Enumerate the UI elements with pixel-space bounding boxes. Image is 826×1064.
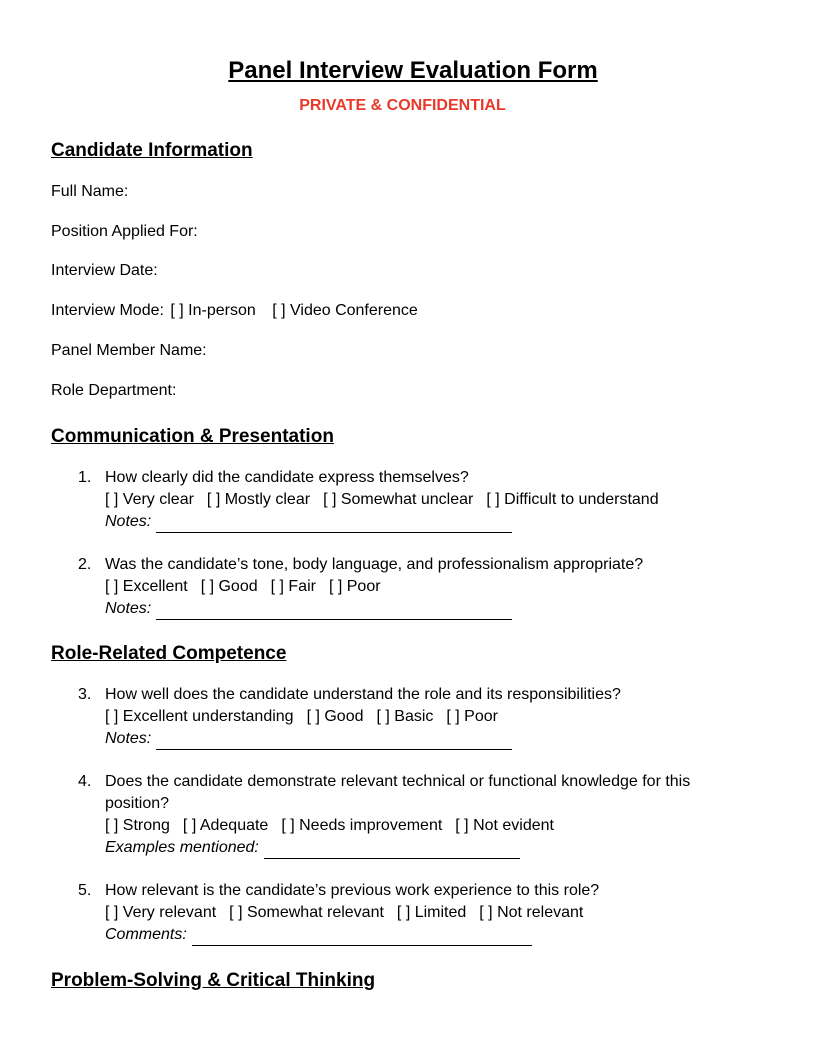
option-checkbox[interactable]: [ ] Poor [328, 578, 381, 595]
option-checkbox[interactable]: [ ] Not evident [455, 817, 554, 834]
role-department-label: Role Department: [51, 382, 177, 399]
question-options [105, 902, 728, 924]
notes-input[interactable] [156, 602, 512, 620]
question-text: How relevant is the candidate’s previous work experience to this role? [105, 882, 600, 899]
question-text: How clearly did the candidate express themselves? [105, 469, 469, 486]
panel-member-label: Panel Member Name: [51, 342, 207, 359]
question-item-5 [78, 880, 728, 946]
role-department-field [51, 381, 176, 401]
notes-line [105, 728, 728, 750]
section-heading-problem-solving: Problem-Solving & Critical Thinking [51, 970, 376, 991]
option-checkbox[interactable]: [ ] Somewhat relevant [229, 904, 384, 921]
option-checkbox[interactable]: [ ] Good [200, 578, 258, 595]
section-heading-communication: Communication & Presentation [51, 426, 334, 447]
option-checkbox[interactable]: [ ] Adequate [182, 817, 269, 834]
notes-line [105, 511, 728, 533]
section-heading-role-competence: Role-Related Competence [51, 643, 287, 664]
comments-line [105, 924, 728, 946]
question-item-1 [78, 467, 728, 533]
section-heading-candidate-information: Candidate Information [51, 140, 253, 161]
option-checkbox[interactable]: [ ] Limited [396, 904, 467, 921]
interview-mode-label: Interview Mode: [51, 302, 164, 319]
question-number: 2. [78, 556, 92, 573]
option-checkbox[interactable]: [ ] Somewhat unclear [323, 491, 474, 508]
option-checkbox[interactable]: [ ] Difficult to understand [486, 491, 659, 508]
comments-input[interactable] [192, 928, 532, 946]
examples-input[interactable] [264, 841, 520, 859]
option-checkbox[interactable]: [ ] Very relevant [105, 904, 217, 921]
question-options [105, 489, 728, 511]
option-checkbox[interactable]: [ ] Very clear [105, 491, 194, 508]
full-name-label: Full Name: [51, 183, 129, 200]
notes-label: Notes: [105, 730, 152, 747]
question-options [105, 706, 728, 728]
notes-line [105, 598, 728, 620]
position-applied-field [51, 222, 198, 242]
question-options [105, 815, 715, 837]
option-checkbox[interactable]: [ ] Strong [105, 817, 170, 834]
option-checkbox[interactable]: [ ] Poor [446, 708, 498, 725]
question-item-3 [78, 684, 728, 750]
question-number: 5. [78, 882, 92, 899]
question-number: 1. [78, 469, 92, 486]
examples-line [105, 837, 715, 859]
interview-date-label: Interview Date: [51, 262, 158, 279]
page-title: Panel Interview Evaluation Form [228, 57, 598, 84]
option-checkbox[interactable]: [ ] Fair [270, 578, 316, 595]
notes-label: Notes: [105, 600, 152, 617]
option-checkbox[interactable]: [ ] Excellent understanding [105, 708, 294, 725]
notes-input[interactable] [156, 515, 512, 533]
panel-member-field [51, 341, 207, 361]
question-number: 3. [78, 686, 92, 703]
examples-label: Examples mentioned: [105, 839, 259, 856]
question-item-4 [78, 771, 728, 859]
notes-input[interactable] [156, 732, 512, 750]
option-checkbox[interactable]: [ ] Excellent [105, 578, 188, 595]
option-checkbox[interactable]: [ ] Not relevant [479, 904, 584, 921]
confidential-label: PRIVATE & CONFIDENTIAL [299, 97, 506, 114]
question-number: 4. [78, 773, 92, 790]
option-checkbox[interactable]: [ ] Mostly clear [206, 491, 311, 508]
interview-mode-field [51, 301, 418, 321]
notes-label: Notes: [105, 513, 152, 530]
comments-label: Comments: [105, 926, 187, 943]
interview-date-field [51, 261, 158, 281]
interview-mode-option-video-conference[interactable]: [ ] Video Conference [272, 302, 418, 319]
full-name-field [51, 182, 128, 202]
position-applied-label: Position Applied For: [51, 223, 198, 240]
question-text: Was the candidate’s tone, body language, and professionalism appropriate? [105, 556, 644, 573]
option-checkbox[interactable]: [ ] Needs improvement [281, 817, 443, 834]
interview-mode-option-in-person[interactable]: [ ] In-person [170, 302, 256, 319]
question-options [105, 576, 728, 598]
question-text: How well does the candidate understand the role and its responsibilities? [105, 686, 621, 703]
question-text: Does the candidate demonstrate relevant technical or functional knowledge for this position? [105, 773, 691, 812]
question-item-2 [78, 554, 728, 620]
option-checkbox[interactable]: [ ] Basic [376, 708, 434, 725]
option-checkbox[interactable]: [ ] Good [306, 708, 364, 725]
